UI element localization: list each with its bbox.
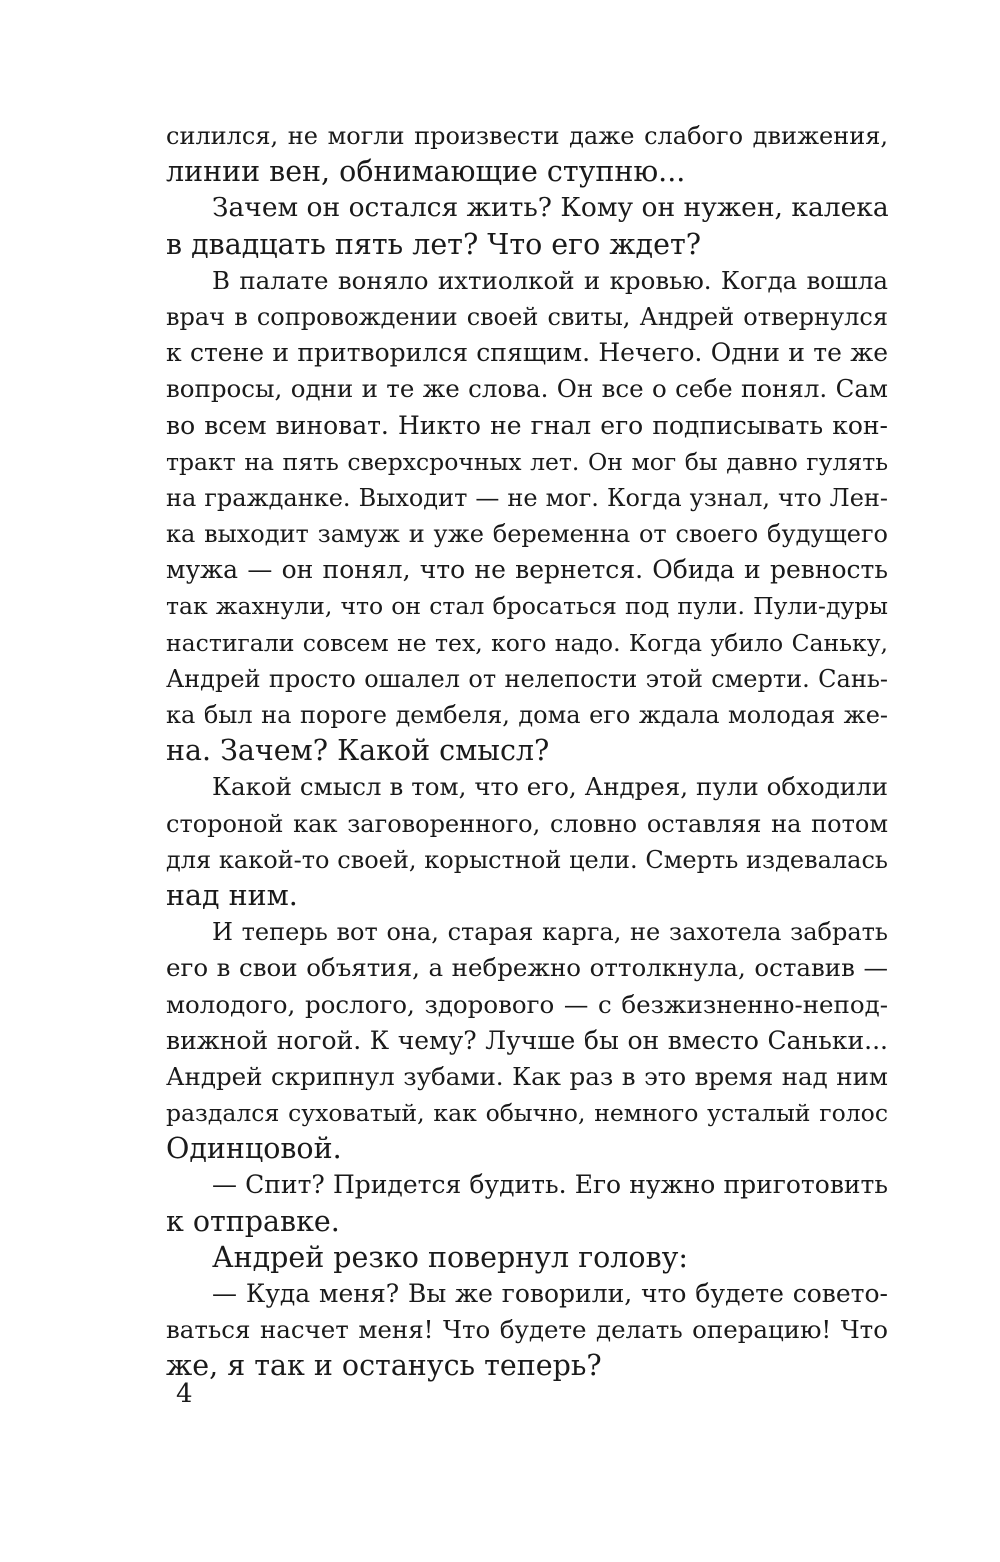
page-number: 4 [176, 1379, 193, 1409]
text-line: на. Зачем? Какой смысл? [166, 734, 550, 768]
text-line: В палате воняло ихтиолкой и кровью. Когда вошла [212, 265, 888, 295]
text-line: — Куда меня? Вы же говорили, что будете совето- [212, 1279, 888, 1308]
text-line: врач в сопровождении своей свиты, Андрей отвернулся [166, 302, 888, 331]
text-line: для какой-то своей, корыстной цели. Смерть издевалась [166, 845, 888, 874]
text-line: Одинцовой. [166, 1132, 342, 1166]
text-line: ваться насчет меня! Что будете делать операцию! Что [166, 1315, 888, 1345]
text-line: же, я так и останусь теперь? [166, 1349, 602, 1383]
text-line: молодого, рослого, здорового — с безжизненно-непод- [166, 989, 888, 1019]
text-line: вижной ногой. К чему? Лучше бы он вместо Саньки... [166, 1025, 888, 1055]
text-line: стороной как заговоренного, словно оставляя на потом [166, 809, 888, 838]
text-line: И теперь вот она, старая карга, не захотела забрать [212, 918, 888, 947]
text-line: в двадцать пять лет? Что его ждет? [166, 227, 702, 261]
text-line: Зачем он остался жить? Кому он нужен, калека [212, 192, 889, 224]
text-line: над ним. [166, 878, 298, 912]
text-line: Андрей резко повернул голову: [212, 1240, 688, 1274]
text-line: тракт на пять сверхсрочных лет. Он мог бы давно гулять [166, 447, 888, 476]
body-text [166, 118, 888, 1385]
text-line: во всем виноват. Никто не гнал его подписывать кон- [166, 410, 888, 440]
text-line: к отправке. [166, 1204, 340, 1238]
text-line: вопросы, одни и те же слова. Он все о себе понял. Сам [166, 374, 888, 404]
text-line: настигали совсем не тех, кого надо. Когда убило Саньку, [166, 628, 888, 657]
text-line: — Спит? Придется будить. Его нужно приготовить [212, 1170, 888, 1200]
text-line: к стене и притворился спящим. Нечего. Одни и те же [166, 338, 888, 368]
text-line: силился, не могли произвести даже слабого движения, [166, 122, 888, 150]
text-line: линии вен, обнимающие ступню... [166, 155, 686, 189]
text-line: на гражданке. Выходит — не мог. Когда узнал, что Лен- [166, 483, 888, 512]
text-line: Андрей просто ошалел от нелепости этой смерти. Сань- [166, 664, 888, 693]
text-line: его в свои объятия, а небрежно оттолкнула, оставив — [166, 953, 888, 983]
text-line: ка выходит замуж и уже беременна от своего будущего [166, 520, 888, 549]
text-line: так жахнули, что он стал бросаться под пули. Пули-дуры [166, 592, 888, 621]
text-line: Какой смысл в том, что его, Андрея, пули обходили [212, 772, 888, 802]
text-line: ка был на пороге дембеля, дома его ждала молодая же- [166, 701, 888, 729]
text-line: Андрей скрипнул зубами. Как раз в это время над ним [166, 1061, 888, 1091]
text-line: раздался суховатый, как обычно, немного усталый голос [166, 1099, 888, 1128]
text-line: мужа — он понял, что не вернется. Обида и ревность [166, 555, 888, 585]
